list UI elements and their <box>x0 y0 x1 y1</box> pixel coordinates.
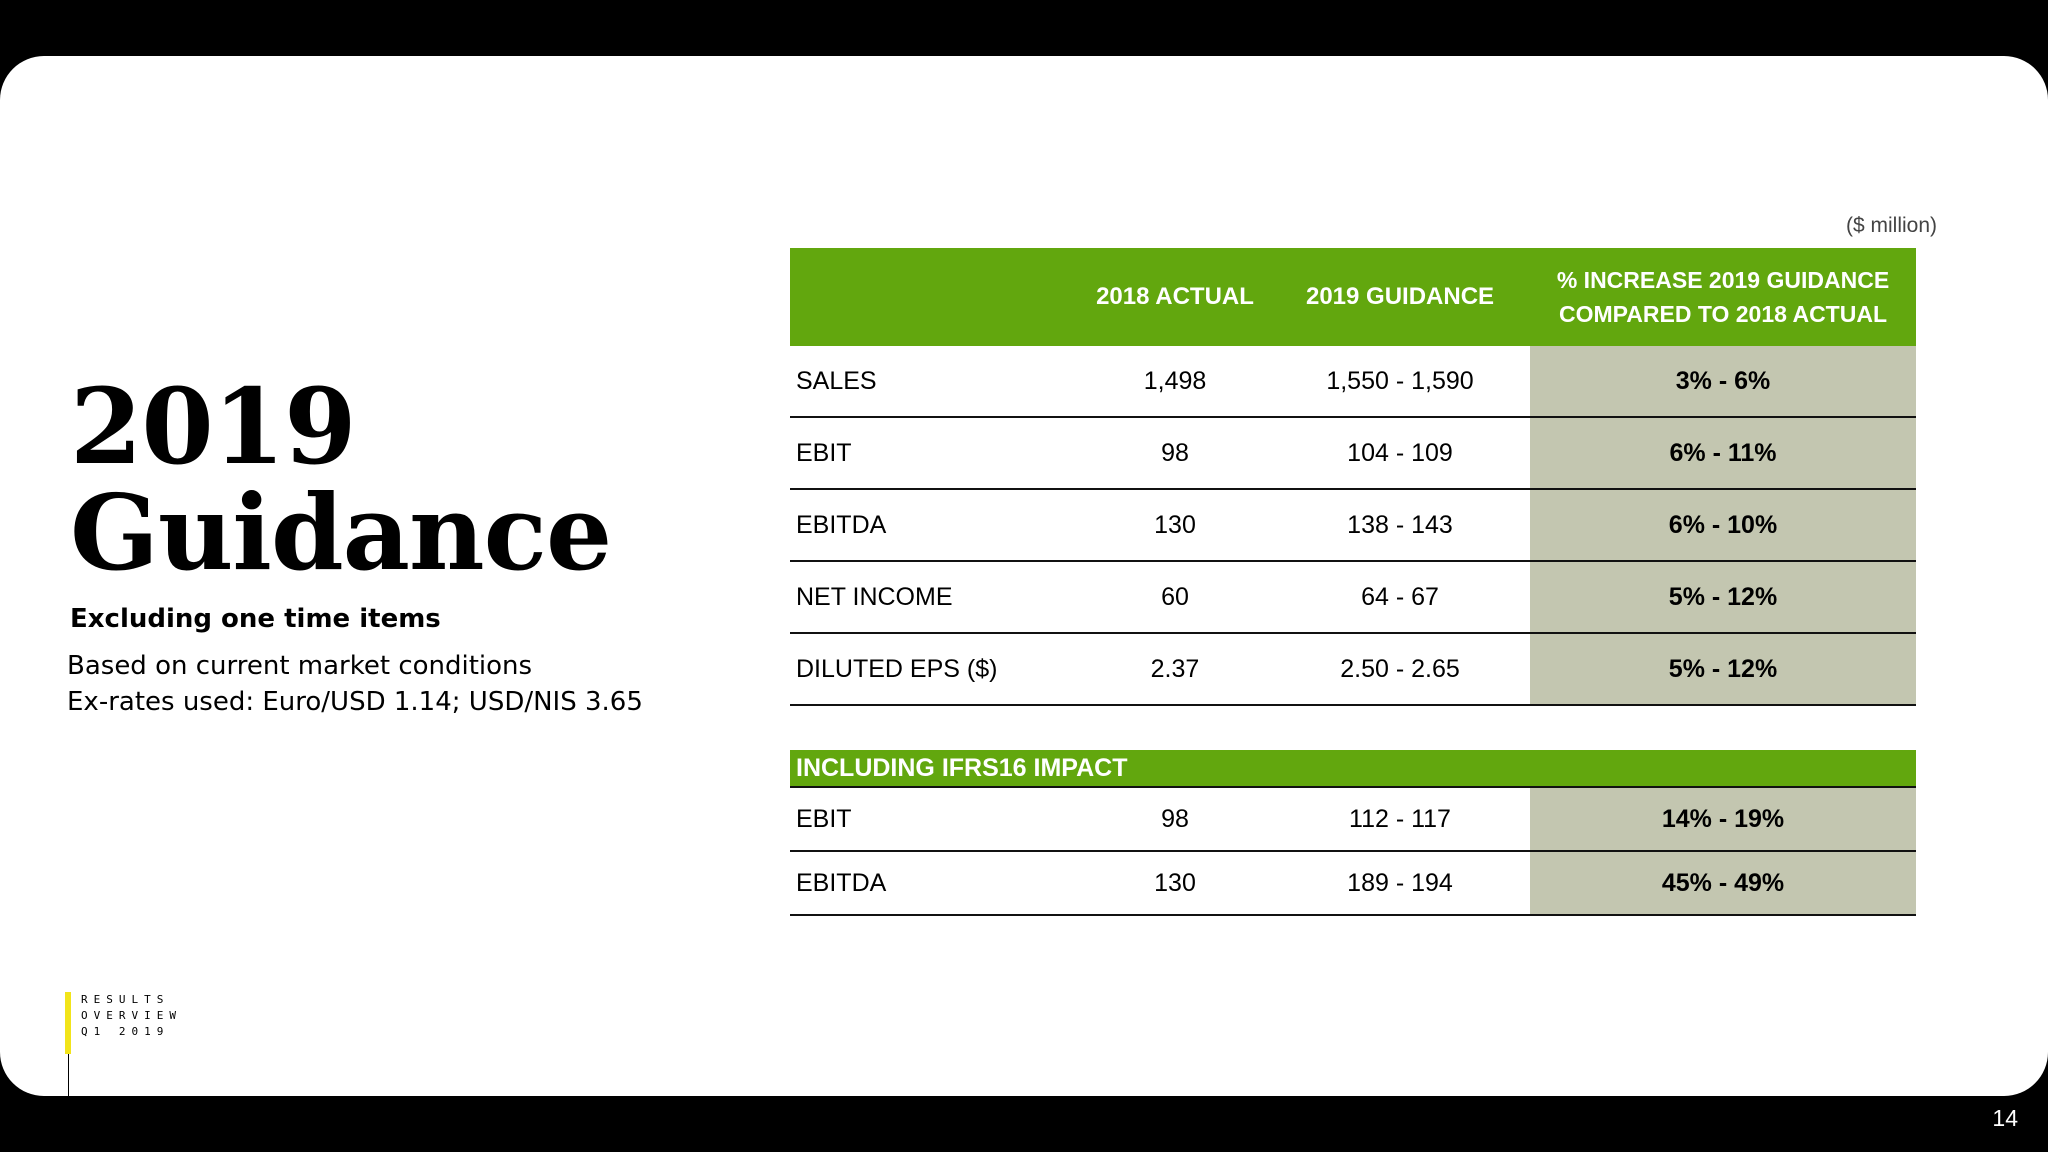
row-label: DILUTED EPS ($) <box>796 654 998 683</box>
title-year: 2019 <box>70 365 356 488</box>
subtitle: Excluding one time items <box>70 604 441 634</box>
row-actual: 130 <box>1154 868 1196 897</box>
row-guidance: 1,550 - 1,590 <box>1326 366 1474 395</box>
title-word: Guidance <box>70 471 612 594</box>
row-pct: 45% - 49% <box>1530 852 1916 914</box>
table-row <box>790 634 1916 706</box>
row-label: EBITDA <box>796 868 887 897</box>
table-row <box>790 562 1916 634</box>
row-pct: 3% - 6% <box>1530 346 1916 416</box>
table-row <box>790 418 1916 490</box>
ifrs-section-header: INCLUDING IFRS16 IMPACT <box>790 750 1916 788</box>
row-label: EBIT <box>796 804 852 833</box>
row-guidance: 189 - 194 <box>1347 868 1453 897</box>
page-number: 14 <box>1992 1105 2018 1131</box>
row-actual: 60 <box>1161 582 1189 611</box>
header-pct-increase <box>1530 248 1916 346</box>
table-row <box>790 852 1916 916</box>
footer-line-3: Q1 2019 <box>81 1025 170 1038</box>
row-pct: 5% - 12% <box>1530 562 1916 632</box>
row-label: EBIT <box>796 438 852 467</box>
footer-section-label <box>81 992 182 1040</box>
row-actual: 98 <box>1161 804 1189 833</box>
table-header-row <box>790 248 1916 346</box>
footer-line-1: RESULTS <box>81 993 170 1006</box>
unit-note: ($ million) <box>1846 214 1938 237</box>
footer-line-2: OVERVIEW <box>81 1009 182 1022</box>
row-actual: 98 <box>1161 438 1189 467</box>
table-row <box>790 346 1916 418</box>
note-ex-rates: Ex-rates used: Euro/USD 1.14; USD/NIS 3.65 <box>67 687 643 717</box>
row-label: NET INCOME <box>796 582 953 611</box>
notes <box>67 648 643 720</box>
row-guidance: 64 - 67 <box>1361 582 1439 611</box>
table-row <box>790 788 1916 852</box>
slide <box>0 56 2048 1096</box>
row-pct: 6% - 11% <box>1530 418 1916 488</box>
row-guidance: 112 - 117 <box>1349 804 1451 833</box>
row-guidance: 104 - 109 <box>1347 438 1453 467</box>
guidance-table <box>790 248 1916 916</box>
header-2018-actual: 2018 ACTUAL <box>1096 283 1254 310</box>
row-pct: 6% - 10% <box>1530 490 1916 560</box>
header-pct-line-1: % INCREASE 2019 GUIDANCE <box>1556 267 1890 293</box>
footer-divider <box>68 1054 69 1096</box>
footer-accent-bar <box>65 992 71 1054</box>
row-label: EBITDA <box>796 510 887 539</box>
row-guidance: 138 - 143 <box>1347 510 1453 539</box>
row-label: SALES <box>796 366 877 395</box>
header-2019-guidance: 2019 GUIDANCE <box>1305 283 1495 310</box>
row-pct: 5% - 12% <box>1530 634 1916 704</box>
header-pct-line-2: COMPARED TO 2018 ACTUAL <box>1558 301 1887 327</box>
note-market: Based on current market conditions <box>67 651 533 681</box>
row-pct: 14% - 19% <box>1530 788 1916 850</box>
row-actual: 1,498 <box>1143 366 1207 395</box>
row-guidance: 2.50 - 2.65 <box>1340 654 1460 683</box>
row-actual: 130 <box>1154 510 1196 539</box>
table-row <box>790 490 1916 562</box>
slide-title <box>70 365 612 594</box>
row-actual: 2.37 <box>1150 654 1200 683</box>
